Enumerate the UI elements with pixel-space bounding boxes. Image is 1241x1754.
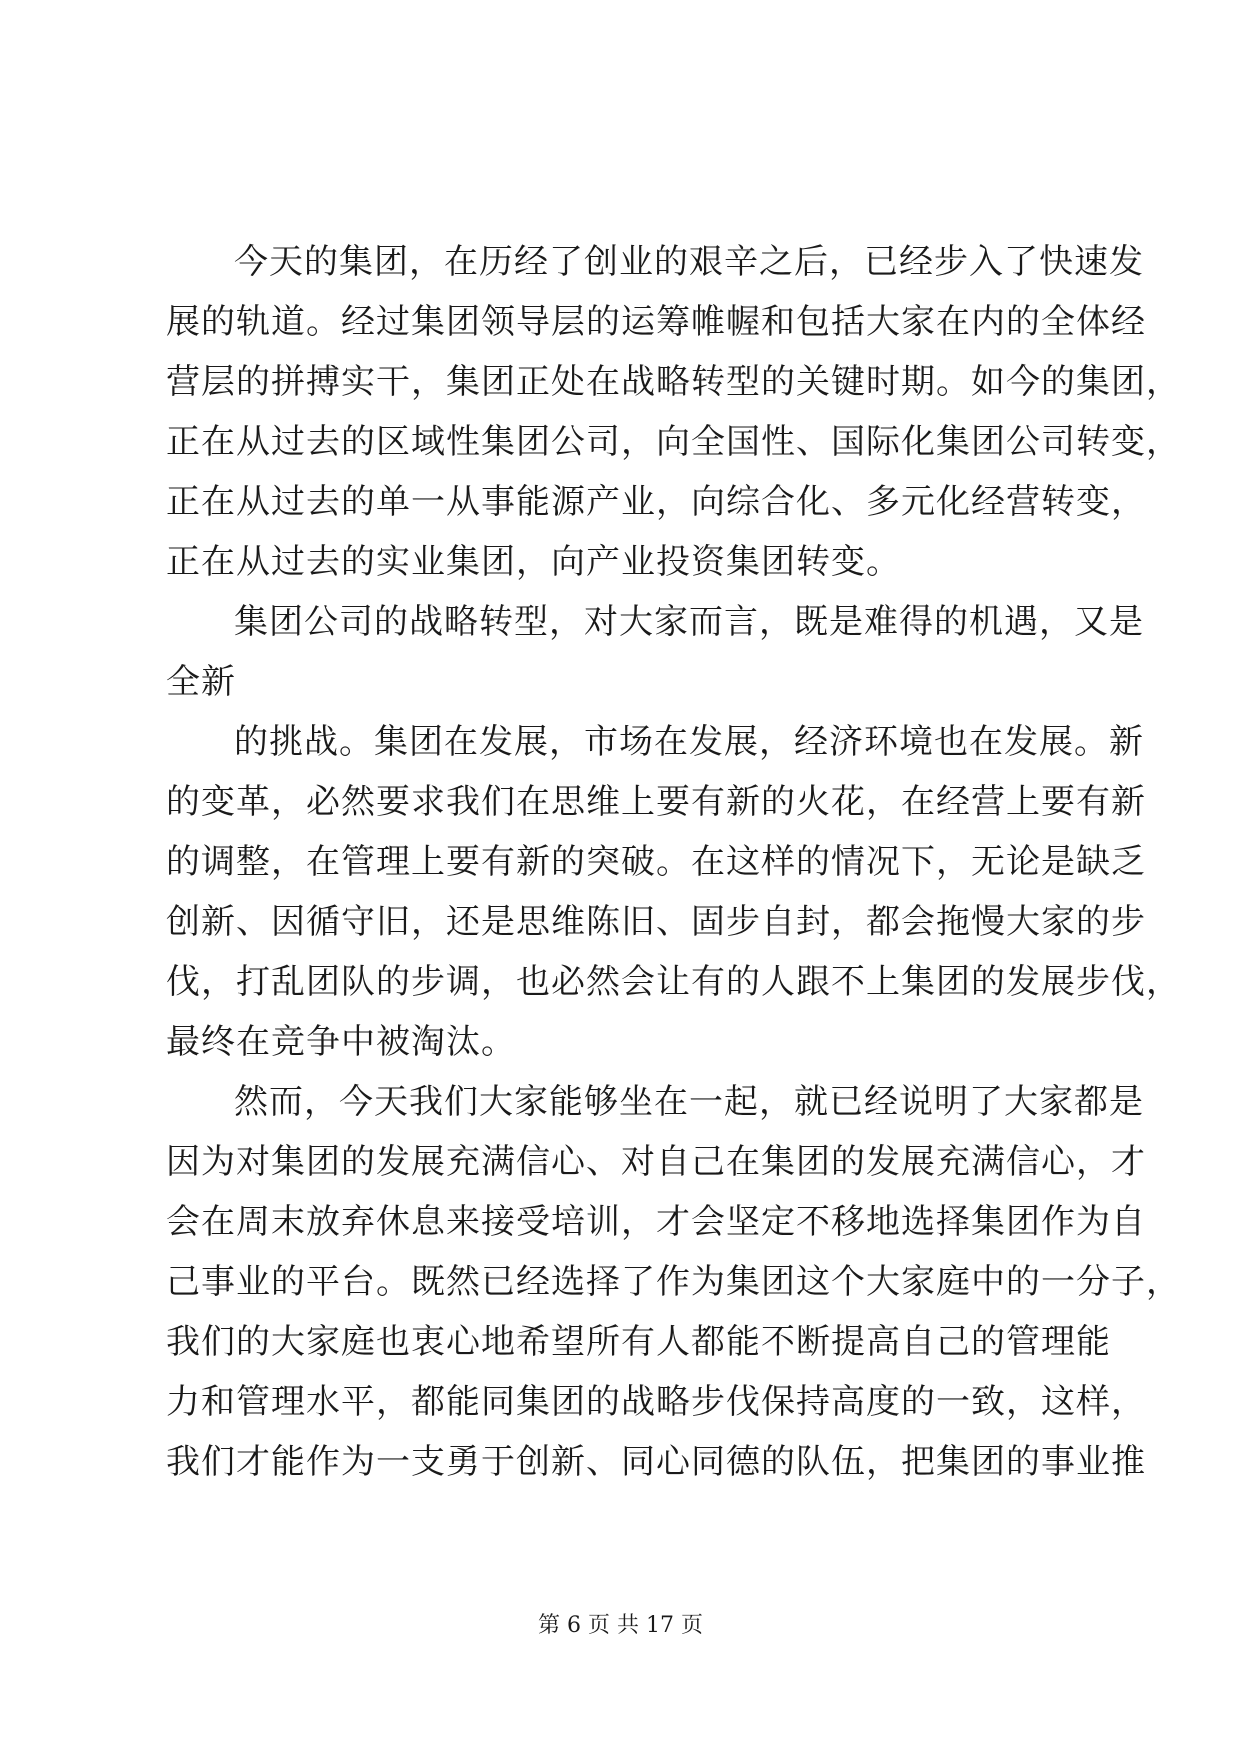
- text-line: 展的轨道。经过集团领导层的运筹帷幄和包括大家在内的全体经: [166, 302, 1146, 342]
- text-line: 正在从过去的实业集团，向产业投资集团转变。: [166, 542, 901, 582]
- text-line: 然而，今天我们大家能够坐在一起，就已经说明了大家都是: [234, 1082, 1144, 1122]
- text-line: 的调整，在管理上要有新的突破。在这样的情况下，无论是缺乏: [166, 842, 1146, 882]
- text-line: 会在周末放弃休息来接受培训，才会坚定不移地选择集团作为自: [166, 1202, 1146, 1242]
- text-line: 的挑战。集团在发展，市场在发展，经济环境也在发展。新: [234, 722, 1144, 762]
- text-line: 伐，打乱团队的步调，也必然会让有的人跟不上集团的发展步伐，: [166, 962, 1181, 1002]
- text-line: 集团公司的战略转型，对大家而言，既是难得的机遇，又是: [234, 602, 1144, 642]
- text-line: 营层的拼搏实干，集团正处在战略转型的关键时期。如今的集团，: [166, 362, 1181, 402]
- text-line: 正在从过去的单一从事能源产业，向综合化、多元化经营转变，: [166, 482, 1146, 522]
- text-line: 最终在竞争中被淘汰。: [166, 1022, 516, 1062]
- text-line: 我们才能作为一支勇于创新、同心同德的队伍，把集团的事业推: [166, 1442, 1146, 1482]
- text-line: 力和管理水平，都能同集团的战略步伐保持高度的一致，这样，: [166, 1382, 1146, 1422]
- page-number-footer: 第 6 页 共 17 页: [538, 1613, 703, 1638]
- text-line: 的变革，必然要求我们在思维上要有新的火花，在经营上要有新: [166, 782, 1146, 822]
- text-line: 今天的集团，在历经了创业的艰辛之后，已经步入了快速发: [234, 242, 1144, 282]
- text-line: 全新: [166, 662, 236, 702]
- text-line: 己事业的平台。既然已经选择了作为集团这个大家庭中的一分子，: [166, 1262, 1181, 1302]
- text-line: 我们的大家庭也衷心地希望所有人都能不断提高自己的管理能: [166, 1322, 1111, 1362]
- text-line: 正在从过去的区域性集团公司，向全国性、国际化集团公司转变，: [166, 422, 1181, 462]
- text-line: 创新、因循守旧，还是思维陈旧、固步自封，都会拖慢大家的步: [166, 902, 1146, 942]
- text-line: 因为对集团的发展充满信心、对自己在集团的发展充满信心，才: [166, 1142, 1146, 1182]
